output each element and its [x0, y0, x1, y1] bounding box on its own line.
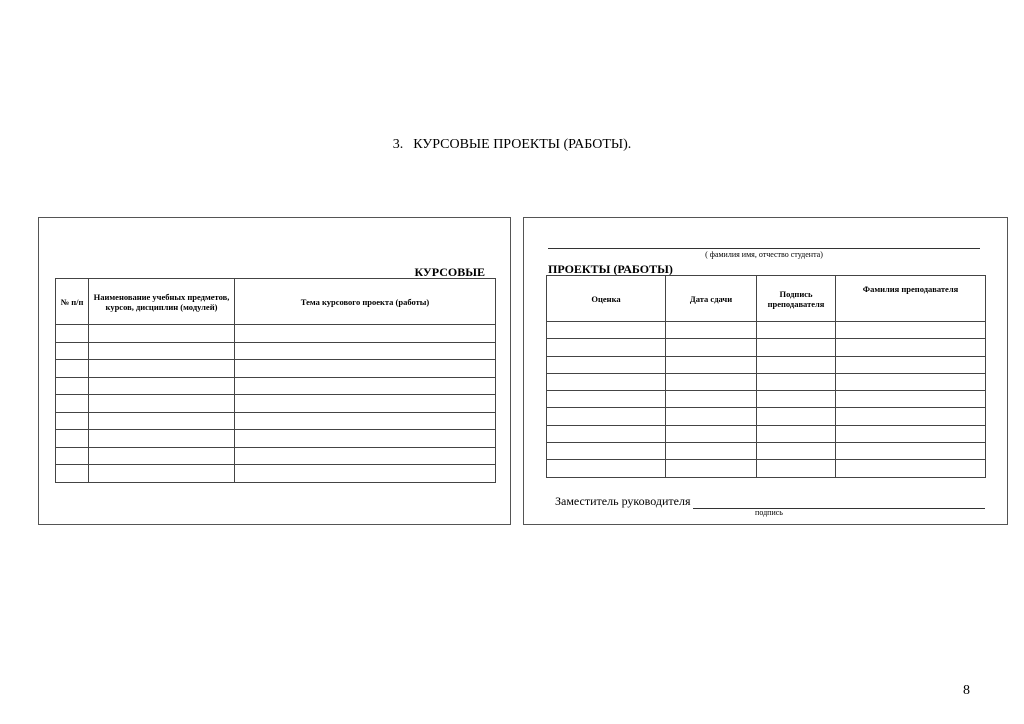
table-cell[interactable]	[757, 373, 836, 390]
section-number: 3.	[392, 137, 404, 152]
table-body	[547, 322, 986, 478]
table-cell[interactable]	[547, 408, 666, 425]
table-row	[56, 325, 496, 343]
section-title: КУРСОВЫЕ ПРОЕКТЫ (РАБОТЫ).	[413, 137, 632, 152]
table-cell[interactable]	[666, 322, 757, 339]
table-cell[interactable]	[836, 322, 986, 339]
table-cell[interactable]	[666, 425, 757, 442]
table-row	[547, 391, 986, 408]
table-row	[56, 447, 496, 465]
table-row	[56, 377, 496, 395]
table-row	[56, 465, 496, 483]
table-row	[547, 460, 986, 477]
table-row	[56, 430, 496, 448]
table-cell[interactable]	[836, 356, 986, 373]
table-cell[interactable]	[757, 425, 836, 442]
table-cell[interactable]	[757, 408, 836, 425]
table-cell[interactable]	[89, 447, 235, 465]
table-cell[interactable]	[547, 356, 666, 373]
table-cell[interactable]	[547, 373, 666, 390]
table-cell[interactable]	[666, 373, 757, 390]
table-cell[interactable]	[547, 460, 666, 477]
table-cell[interactable]	[757, 443, 836, 460]
column-header-topic: Тема курсового проекта (работы)	[235, 279, 496, 325]
table-cell[interactable]	[547, 425, 666, 442]
table-row	[56, 360, 496, 378]
table-body	[56, 325, 496, 483]
table-cell[interactable]	[56, 395, 89, 413]
student-name-line	[548, 248, 980, 249]
table-cell[interactable]	[235, 447, 496, 465]
table-cell[interactable]	[56, 342, 89, 360]
column-header-number: № п/п	[56, 279, 89, 325]
proekty-label: ПРОЕКТЫ (РАБОТЫ)	[548, 262, 673, 276]
table-row	[547, 339, 986, 356]
table-cell[interactable]	[547, 322, 666, 339]
table-row	[547, 408, 986, 425]
table-cell[interactable]	[757, 322, 836, 339]
table-cell[interactable]	[757, 339, 836, 356]
table-cell[interactable]	[56, 360, 89, 378]
table-cell[interactable]	[56, 430, 89, 448]
table-cell[interactable]	[666, 391, 757, 408]
table-cell[interactable]	[666, 339, 757, 356]
column-header-subject: Наименование учебных предметов, курсов, дисциплин (модулей)	[89, 279, 235, 325]
grades-table	[546, 275, 986, 478]
column-header-signature: Подпись преподавателя	[757, 276, 836, 322]
table-cell[interactable]	[666, 356, 757, 373]
table-cell[interactable]	[836, 339, 986, 356]
table-cell[interactable]	[235, 360, 496, 378]
table-cell[interactable]	[757, 356, 836, 373]
right-page-panel	[523, 217, 1008, 525]
table-cell[interactable]	[56, 325, 89, 343]
table-row	[547, 322, 986, 339]
table-cell[interactable]	[89, 430, 235, 448]
table-row	[547, 443, 986, 460]
table-cell[interactable]	[235, 465, 496, 483]
table-cell[interactable]	[235, 395, 496, 413]
table-cell[interactable]	[89, 412, 235, 430]
table-cell[interactable]	[547, 391, 666, 408]
table-cell[interactable]	[836, 425, 986, 442]
table-row	[547, 425, 986, 442]
table-cell[interactable]	[56, 412, 89, 430]
table-cell[interactable]	[89, 377, 235, 395]
table-cell[interactable]	[89, 395, 235, 413]
table-cell[interactable]	[235, 377, 496, 395]
table-cell[interactable]	[56, 465, 89, 483]
table-cell[interactable]	[89, 465, 235, 483]
table-cell[interactable]	[89, 325, 235, 343]
table-cell[interactable]	[56, 377, 89, 395]
table-cell[interactable]	[89, 342, 235, 360]
page-number: 8	[963, 683, 970, 698]
table-cell[interactable]	[547, 339, 666, 356]
column-header-teacher: Фамилия преподавателя	[836, 276, 986, 322]
table-cell[interactable]	[836, 443, 986, 460]
table-cell[interactable]	[89, 360, 235, 378]
table-row	[56, 412, 496, 430]
student-name-caption: ( фамилия имя, отчество студента)	[705, 250, 823, 259]
table-cell[interactable]	[666, 460, 757, 477]
table-cell[interactable]	[836, 408, 986, 425]
table-row	[56, 395, 496, 413]
table-cell[interactable]	[235, 430, 496, 448]
table-cell[interactable]	[666, 443, 757, 460]
signature-caption: подпись	[755, 508, 783, 517]
table-row	[547, 373, 986, 390]
left-page-panel	[38, 217, 511, 525]
table-header-row	[56, 279, 496, 325]
section-heading	[0, 137, 1024, 153]
kursovye-label: КУРСОВЫЕ	[414, 265, 485, 279]
table-cell[interactable]	[235, 412, 496, 430]
column-header-date: Дата сдачи	[666, 276, 757, 322]
course-topics-table	[55, 278, 496, 483]
deputy-label: Заместитель руководителя	[555, 494, 691, 508]
table-row	[547, 356, 986, 373]
table-cell[interactable]	[836, 373, 986, 390]
table-row	[56, 342, 496, 360]
table-cell[interactable]	[836, 460, 986, 477]
table-cell[interactable]	[235, 342, 496, 360]
table-cell[interactable]	[836, 391, 986, 408]
table-header-row	[547, 276, 986, 322]
table-cell[interactable]	[547, 443, 666, 460]
table-cell[interactable]	[757, 391, 836, 408]
table-cell[interactable]	[235, 325, 496, 343]
table-cell[interactable]	[757, 460, 836, 477]
column-header-grade: Оценка	[547, 276, 666, 322]
table-cell[interactable]	[56, 447, 89, 465]
table-cell[interactable]	[666, 408, 757, 425]
